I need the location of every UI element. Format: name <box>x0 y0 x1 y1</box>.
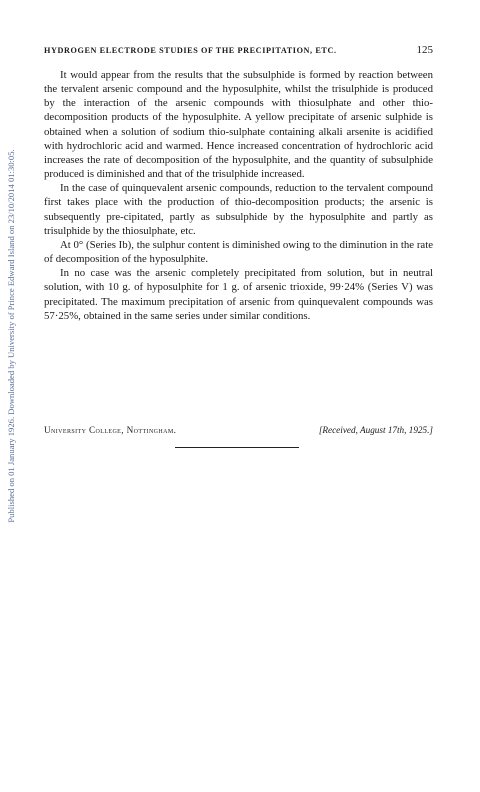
page-number: 125 <box>416 44 433 56</box>
paragraph: At 0° (Series Ib), the sulphur content is diminished owing to the diminution in the rate of decomposition of the hyposulphite. <box>44 238 433 266</box>
running-title: HYDROGEN ELECTRODE STUDIES OF THE PRECIPITATION, ETC. <box>44 46 337 55</box>
body-text <box>44 68 433 323</box>
paragraph: In no case was the arsenic completely precipitated from solution, but in neutral solution, with 10 g. of hyposulphite for 1 g. of arsenic trioxide, 99·24% (Series V) was precipitated. The maximum precipitation of arsenic from quinquevalent compounds was 57·25%, obtained in the same series under similar conditions. <box>44 267 433 322</box>
received-date: [Received, August 17th, 1925.] <box>318 425 433 435</box>
running-header <box>44 44 433 56</box>
download-watermark <box>0 0 22 792</box>
article-footer <box>44 425 433 435</box>
paragraph: It would appear from the results that the subsulphide is formed by reaction between the tervalent arsenic compound and the hyposulphite, whilst the trisulphide is produced by the interaction of the arsenic compounds with thiosulphate and other thio-decomposition products of the hyposulphite. A yellow precipitate of arsenic sulphide is obtained when a solution of sodium thio-sulphate containing alkali arsenite is acidified with hydrochloric acid and warmed. Hence increased concentration of hydrochloric acid increases the rate of decomposition of the hyposulphite, and the quantity of subsulphide produced is diminished and that of the trisulphide increased. <box>44 69 433 181</box>
end-rule <box>175 447 299 448</box>
download-watermark-text: Published on 01 January 1926. Downloaded by University of Prince Edward Island on 23/10/2014 01:30:05. <box>6 149 16 523</box>
institution-address: University College, Nottingham. <box>44 425 177 435</box>
paragraph: In the case of quinquevalent arsenic compounds, reduction to the tervalent compound first takes place with the production of thio-decomposition products; the arsenic is subsequently pre-cipitated, partly as subsulphide by the hyposulphite and partly as trisulphide by the thiosulphate, etc. <box>44 182 433 237</box>
